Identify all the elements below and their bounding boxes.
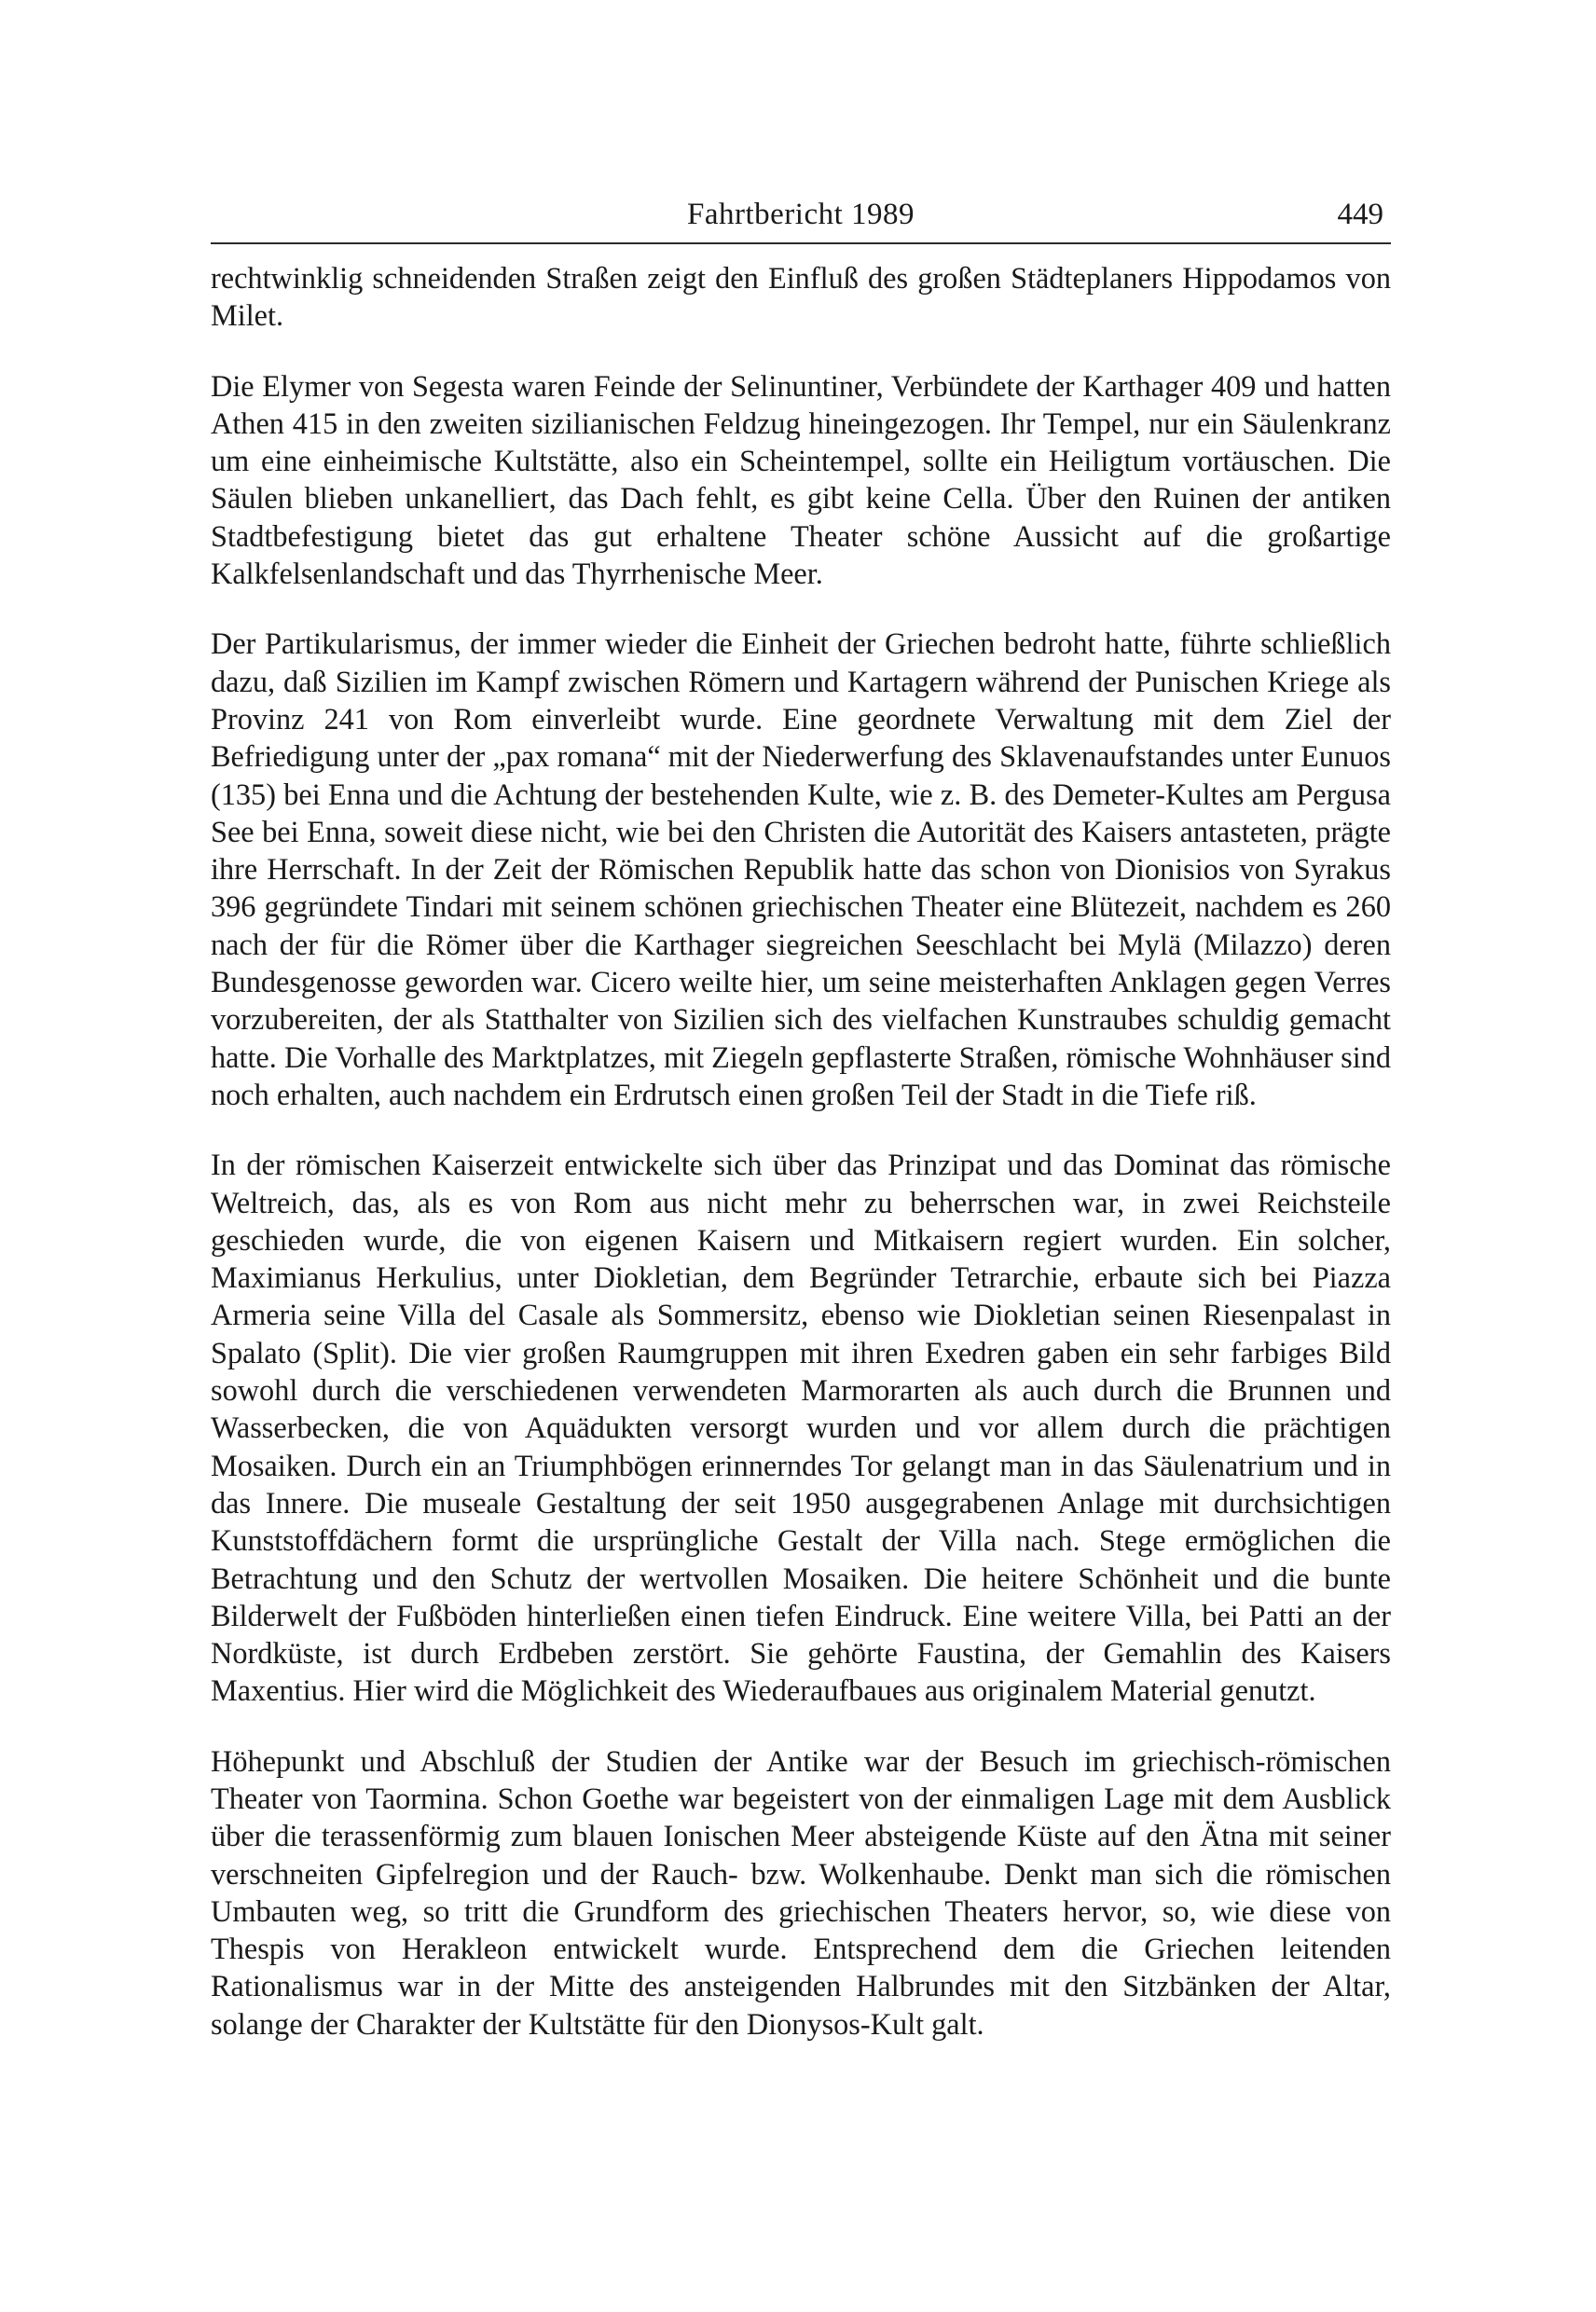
body-text <box>211 259 1391 2043</box>
paragraph-4: In der römischen Kaiserzeit entwickelte sich über das Prinzipat und das Dominat das römische Weltreich, das, als es von Rom aus nicht mehr zu beherrschen war, in zwei Reichsteile geschieden wurde, die von eigenen Kaisern und Mitkaisern regiert wurden. Ein solcher, Maximianus Herkulius, unter Diokletian, dem Begründer Tetrarchie, erbaute sich bei Piazza Armeria seine Villa del Casale als Sommersitz, ebenso wie Diokletian seinen Riesenpalast in Spalato (Split). Die vier großen Raumgruppen mit ihren Exedren gaben ein sehr farbiges Bild sowohl durch die verschiedenen verwendeten Marmorarten als auch durch die Brunnen und Wasserbecken, die von Aquädukten versorgt wurden und vor allem durch die prächtigen Mosaiken. Durch ein an Triumphbögen erinnerndes Tor gelangt man in das Säulenatrium und in das Innere. Die museale Gestaltung der seit 1950 ausgegrabenen Anlage mit durchsichtigen Kunststoffdächern formt die ursprüngliche Gestalt der Villa nach. Stege ermöglichen die Betrachtung und den Schutz der wertvollen Mosaiken. Die heitere Schönheit und die bunte Bilderwelt der Fußböden hinterließen einen tiefen Eindruck. Eine weitere Villa, bei Patti an der Nordküste, ist durch Erdbeben zerstört. Sie gehörte Faustina, der Gemahlin des Kaisers Maxentius. Hier wird die Möglichkeit des Wiederaufbaues aus originalem Material genutzt. <box>211 1148 1391 1708</box>
running-title: Fahrtbericht 1989 <box>686 198 915 231</box>
paragraph-5: Höhepunkt und Abschluß der Studien der Antike war der Besuch im griechisch-römischen Theater von Taormina. Schon Goethe war begeistert von der einmaligen Lage mit dem Ausblick über die terassenförmig zum blauen Ionischen Meer absteigende Küste auf den Ätna mit seiner verschneiten Gipfelregion und der Rauch- bzw. Wolkenhaube. Denkt man sich die römischen Umbauten weg, so tritt die Grundform des griechischen Theaters hervor, so, wie diese von Thespis von Herakleon entwickelt wurde. Entsprechend dem die Griechen leitenden Rationalismus war in der Mitte des ansteigenden Halbrundes mit den Sitzbänken der Altar, solange der Charakter der Kultstätte für den Dionysos-Kult galt. <box>211 1743 1391 2041</box>
paragraph-2: Die Elymer von Segesta waren Feinde der Selinuntiner, Verbündete der Karthager 409 und hatten Athen 415 in den zweiten sizilianischen Feldzug hineingezogen. Ihr Tempel, nur ein Säulenkranz um eine einheimische Kultstätte, also ein Scheintempel, sollte ein Heiligtum vortäuschen. Die Säulen blieben unkanelliert, das Dach fehlt, es gibt keine Cella. Über den Ruinen der antiken Stadtbefestigung bietet das gut erhaltene Theater schöne Aussicht auf die großartige Kalkfelsenlandschaft und das Thyrrhenische Meer. <box>211 368 1391 591</box>
running-header <box>211 194 1391 244</box>
paragraph-1: rechtwinklig schneidenden Straßen zeigt den Einfluß des großen Städteplaners Hippodamos von Milet. <box>211 261 1391 333</box>
page-number: 449 <box>1337 198 1383 231</box>
paragraph-3: Der Partikularismus, der immer wieder die Einheit der Griechen bedroht hatte, führte schließlich dazu, daß Sizilien im Kampf zwischen Römern und Kartagern während der Punischen Kriege als Provinz 241 von Rom einverleibt wurde. Eine geordnete Verwaltung mit dem Ziel der Befriedigung unter der „pax romana“ mit der Niederwerfung des Sklavenaufstandes unter Eunuos (135) bei Enna und die Achtung der bestehenden Kulte, wie z. B. des Demeter-Kultes am Pergusa See bei Enna, soweit diese nicht, wie bei den Christen die Autorität des Kaisers antasteten, prägte ihre Herrschaft. In der Zeit der Römischen Republik hatte das schon von Dionisios von Syrakus 396 gegründete Tindari mit seinem schönen griechischen Theater eine Blütezeit, nachdem es 260 nach der für die Römer über die Karthager siegreichen Seeschlacht bei Mylä (Milazzo) deren Bundesgenosse geworden war. Cicero weilte hier, um seine meisterhaften Anklagen gegen Verres vorzubereiten, der als Statthalter von Sizilien sich des vielfachen Kunstraubes schuldig gemacht hatte. Die Vorhalle des Marktplatzes, mit Ziegeln gepflasterte Straßen, römische Wohnhäuser sind noch erhalten, auch nachdem ein Erdrutsch einen großen Teil der Stadt in die Tiefe riß. <box>211 626 1391 1111</box>
document-page <box>211 194 1391 2075</box>
